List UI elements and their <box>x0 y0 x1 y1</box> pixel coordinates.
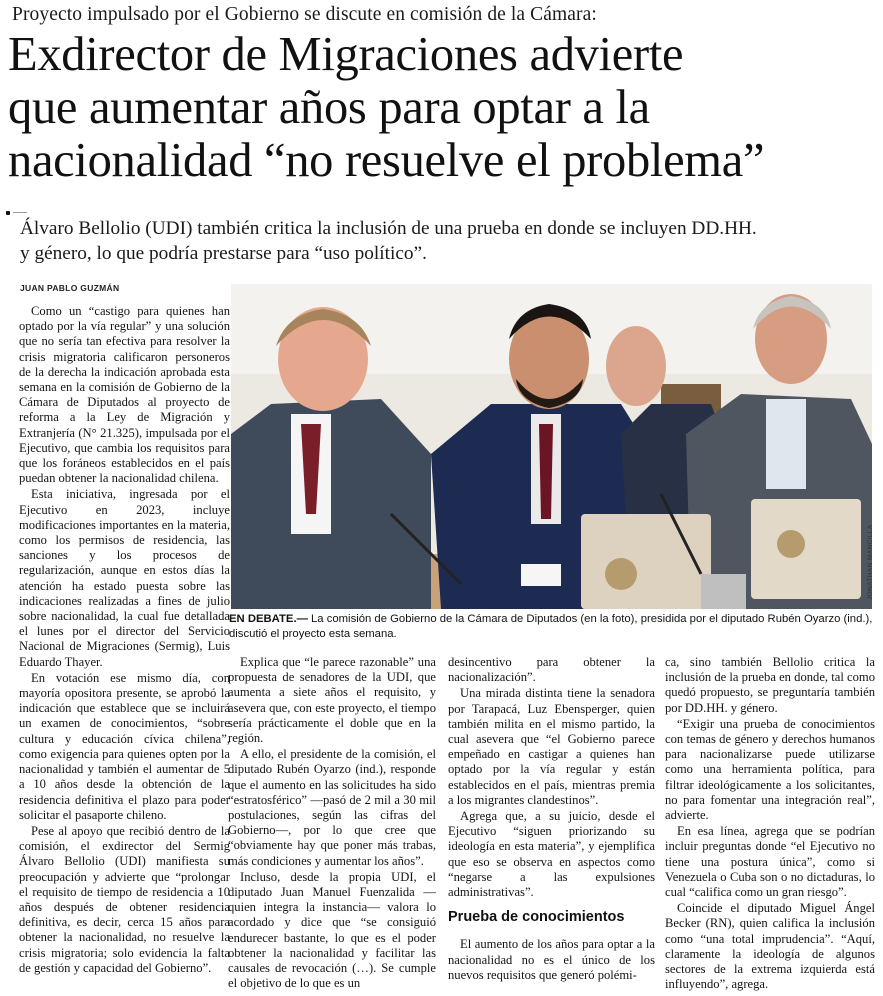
subhead-line: y género, lo que podría prestarse para “uso político”. <box>20 243 427 264</box>
paragraph: En votación ese mismo día, con mayoría opositora presente, se aprobó la indicación que establece que se incluirá un examen de conocimientos, “sobre cultura y educación cívica chilena”, como exigencia para quienes opten por la nacionalidad y también el aumentar de 5 a 10 años desde la obtención de la residencia definitiva el plazo para poder solicitar el pasaporte chileno. <box>19 670 230 822</box>
headline-line: que aumentar años para optar a la <box>8 81 650 134</box>
paragraph: A ello, el presidente de la comisión, el diputado Rubén Oyarzo (ind.), responde que el aumento en las solicitudes ha sido “estratosférico” —pasó de 2 mil a 30 mil postulaciones, según las cifras del Gobierno—, por lo que cree que “obviamente hay que poner más trabas, más condiciones y aumentar los años”. <box>228 747 436 868</box>
paragraph: Incluso, desde la propia UDI, el diputado Juan Manuel Fuenzalida —quien integra la instancia— valora lo acordado y dice que “se consiguió endurecer bastante, lo que es el poder obtener la nacionalidad y facilitar las causales de revocación (…). Se cumple el objetivo de lo que es un <box>228 869 436 991</box>
paragraph: Pese al apoyo que recibió dentro de la comisión, el exdirector del Sermig Álvaro Bellolio (UDI) manifiesta su preocupación y advierte que “prolongar el requisito de tiempo de residencia a 10 años después de obtener residencia definitiva, es decir, cerca 15 años para obtener la nacionalidad, no resuelve la crisis migratoria; solo evidencia la falta de gestión y capacidad del Gobierno”. <box>19 823 230 975</box>
photo-credit: JONATHAN MANCILLA <box>867 524 874 600</box>
paragraph: Como un “castigo para quienes han optado por la vía regular” y una solución que no sería tan efectiva para resolver la crisis migratoria calificaron personeros de la derecha la indicación aprobada esta semana en la comisión de Gobierno de la Cámara de Diputados al proyecto de reforma a la Ley de Migración y Extranjería (N° 21.325), impulsada por el Ejecutivo, que cambia los requisitos para que los foráneos establecidos en el país puedan obtener la nacionalidad chilena. <box>19 304 230 486</box>
column-1 <box>19 304 230 976</box>
column-2 <box>228 655 436 991</box>
column-3 <box>448 655 655 983</box>
caption-label: EN DEBATE.— <box>229 613 308 625</box>
paragraph: Explica que “le parece razonable” una propuesta de senadores de la UDI, que aumenta a siete años el requisito, y asevera que, con este proyecto, el tiempo sería prácticamente el doble que en la región. <box>228 655 436 746</box>
byline: JUAN PABLO GUZMÁN <box>20 283 120 293</box>
photo-illustration <box>231 284 872 609</box>
paragraph: ca, sino también Bellolio critica la inclusión de la prueba en donde, tal como quedó propuesto, se preguntaría también por DD.HH. y género. <box>665 655 875 715</box>
subhead-rule <box>13 212 27 213</box>
paragraph: “Exigir una prueba de conocimientos con temas de género y derechos humanos para nacionalizarse puede utilizarse como una herramienta política, para filtrar ideológicamente a los solicitantes, no para fomentar una integración real”, advierte. <box>665 716 875 823</box>
photo-caption <box>229 612 877 642</box>
paragraph: En esa línea, agrega que se podrían incluir preguntas donde “el Ejecutivo no tiene una postura única”, como si Venezuela o Cuba son o no dictaduras, lo cual “califica como un gran riesgo”. <box>665 824 875 900</box>
caption-text: La comisión de Gobierno de la Cámara de Diputados (en la foto), presidida por el diputado Rubén Oyarzo (ind.), discutió el proyecto esta semana. <box>229 613 873 640</box>
paragraph: desincentivo para obtener la nacionalización”. <box>448 655 655 685</box>
paragraph: El aumento de los años para optar a la nacionalidad no es el único de los nuevos requisitos que generó polémi- <box>448 937 655 982</box>
subhead-bullet <box>6 211 10 215</box>
kicker: Proyecto impulsado por el Gobierno se discute en comisión de la Cámara: <box>12 4 597 25</box>
subhead-line: Álvaro Bellolio (UDI) también critica la inclusión de una prueba en donde se incluyen DD.HH. <box>20 218 757 239</box>
paragraph: Coincide el diputado Miguel Ángel Becker (RN), quien califica la inclusión como “una total imprudencia”. “Aquí, claramente la ideología de algunos sectores de la extrema izquierda está influyendo”, agrega. <box>665 901 875 992</box>
headline-line: nacionalidad “no resuelve el problema” <box>8 134 765 187</box>
subhead <box>20 216 880 266</box>
paragraph: Una mirada distinta tiene la senadora por Tarapacá, Luz Ebensperger, quien también milita en el mismo partido, la cual asevera que “el Gobierno parece empeñado en castigar a quienes han optado por la vía regular y están establecidos en el país, mientras premia a los migrantes clandestinos”. <box>448 686 655 807</box>
news-photo <box>231 284 872 609</box>
column-4 <box>665 655 875 992</box>
headline <box>8 28 878 187</box>
headline-line: Exdirector de Migraciones advierte <box>8 28 684 81</box>
paragraph: Agrega que, a su juicio, desde el Ejecutivo “siguen priorizando su ideología en esta materia”, y ejemplifica que eso se observa en aspectos como “negarse a las expulsiones administrativas”. <box>448 809 655 900</box>
section-heading: Prueba de conocimientos <box>448 909 625 926</box>
paragraph: Esta iniciativa, ingresada por el Ejecutivo en 2023, incluye modificaciones importantes en la materia, como los permisos de residencia, las sanciones y los procesos de regularización, aunque en estos días la atención ha estado puesta sobre las indicaciones realizadas a fines de julio sobre nacionalidad, la cual fue detallada el lunes por el director del Servicio Nacional de Migraciones (Sermig), Luis Eduardo Thayer. <box>19 487 230 669</box>
